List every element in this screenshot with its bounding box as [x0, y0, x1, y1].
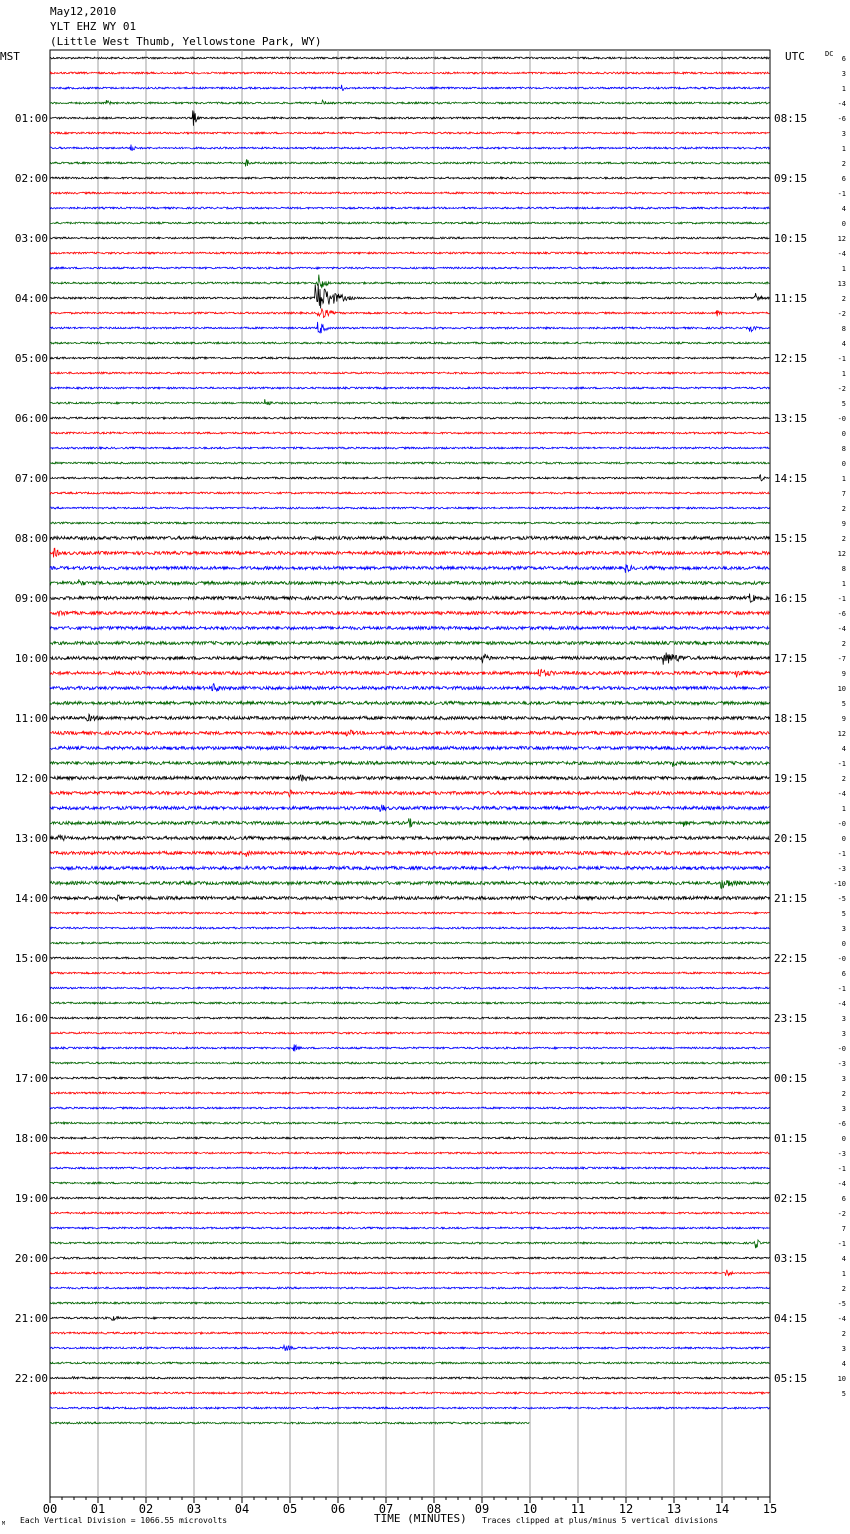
trace-line [50, 387, 769, 389]
trace-line [50, 1137, 769, 1139]
x-tick-label: 10 [522, 1502, 538, 1516]
x-tick-label: 07 [378, 1502, 394, 1516]
trace-line [50, 1257, 769, 1259]
dc-offset-label: 2 [841, 1285, 846, 1293]
dc-offset-label: 4 [841, 205, 846, 213]
left-time-label: 08:00 [14, 532, 48, 545]
dc-offset-label: 5 [841, 700, 846, 708]
dc-offset-label: 6 [841, 55, 846, 63]
dc-offset-label: -4 [837, 250, 846, 258]
dc-offset-label: 2 [841, 295, 846, 303]
trace-line [50, 684, 769, 691]
right-time-label: 15:15 [774, 532, 808, 545]
trace-line [50, 1227, 769, 1229]
clip-note: Traces clipped at plus/minus 5 vertical divisions [482, 1516, 719, 1525]
corner-mark: M [2, 1521, 6, 1527]
dc-offset-label: -4 [837, 1180, 846, 1188]
dc-offset-label: 0 [841, 940, 846, 948]
trace-line [50, 1197, 769, 1199]
x-tick-label: 06 [330, 1502, 346, 1516]
dc-offset-label: 3 [841, 70, 846, 78]
trace-line [50, 987, 769, 989]
trace-line [50, 594, 769, 603]
left-time-label: 18:00 [14, 1132, 48, 1145]
trace-line [50, 275, 769, 289]
left-time-label: 10:00 [14, 652, 48, 665]
trace-line [50, 462, 769, 464]
dc-offset-label: 5 [841, 1390, 846, 1398]
trace-line [50, 641, 769, 644]
x-tick-label: 05 [282, 1502, 298, 1516]
trace-line [50, 761, 769, 767]
dc-offset-label: 12 [837, 235, 846, 243]
dc-offset-label: -1 [837, 355, 846, 363]
right-time-label: 23:15 [774, 1012, 808, 1025]
right-time-label: 02:15 [774, 1192, 808, 1205]
trace-line [50, 669, 769, 677]
trace-line [50, 145, 769, 151]
trace-line [50, 432, 769, 434]
station-code: YLT EHZ WY 01 [50, 20, 137, 33]
right-time-label: 04:15 [774, 1312, 808, 1325]
dc-offset-label: 8 [841, 325, 846, 333]
left-time-label: 09:00 [14, 592, 48, 605]
dc-offset-label: 12 [837, 730, 846, 738]
trace-line [50, 447, 769, 449]
dc-offset-label: 7 [841, 490, 846, 498]
left-time-label: 04:00 [14, 292, 48, 305]
dc-offset-label: 6 [841, 970, 846, 978]
trace-line [50, 507, 769, 509]
dc-offset-label: -4 [837, 100, 846, 108]
dc-offset-label: 1 [841, 145, 846, 153]
trace-line [50, 237, 769, 239]
trace-line [50, 1316, 769, 1320]
trace-line [50, 372, 769, 374]
dc-offset-label: 9 [841, 670, 846, 678]
left-time-label: 02:00 [14, 172, 48, 185]
trace-line [50, 100, 769, 104]
trace-line [50, 1077, 769, 1079]
dc-offset-label: 0 [841, 430, 846, 438]
dc-offset-label: 1 [841, 805, 846, 813]
trace-line [50, 957, 769, 959]
trace-line [50, 1044, 769, 1051]
dc-offset-label: 4 [841, 1255, 846, 1263]
trace-line [50, 1270, 769, 1276]
trace-line [50, 548, 769, 557]
x-tick-label: 04 [234, 1502, 250, 1516]
right-time-label: 13:15 [774, 412, 808, 425]
trace-line [50, 790, 769, 797]
left-time-label: 13:00 [14, 832, 48, 845]
dc-offset-label: -0 [837, 820, 846, 828]
dc-offset-label: -3 [837, 865, 846, 873]
x-tick-label: 02 [138, 1502, 154, 1516]
dc-offset-label: 3 [841, 1015, 846, 1023]
dc-offset-label: 3 [841, 925, 846, 933]
x-tick-label: 00 [42, 1502, 58, 1516]
dc-offset-label: 9 [841, 520, 846, 528]
right-time-label: 00:15 [774, 1072, 808, 1085]
dc-offset-label: 8 [841, 445, 846, 453]
dc-offset-label: 1 [841, 370, 846, 378]
trace-line [50, 1302, 769, 1304]
dc-offset-label: 7 [841, 1225, 846, 1233]
dc-offset-label: -3 [837, 1060, 846, 1068]
dc-offset-label: -0 [837, 955, 846, 963]
dc-offset-label: 2 [841, 1090, 846, 1098]
right-time-label: 21:15 [774, 892, 808, 905]
trace-line [50, 818, 769, 827]
trace-line [50, 132, 769, 134]
trace-line [50, 714, 769, 721]
dc-offset-label: -3 [837, 1150, 846, 1158]
dc-offset-label: 2 [841, 505, 846, 513]
trace-line [50, 417, 769, 419]
trace-line [50, 492, 769, 494]
right-time-label: 05:15 [774, 1372, 808, 1385]
dc-offset-label: -2 [837, 1210, 846, 1218]
trace-line [50, 399, 769, 405]
left-time-label: 22:00 [14, 1372, 48, 1385]
trace-line [50, 653, 769, 665]
trace-line [50, 252, 769, 254]
trace-line [50, 912, 769, 914]
dc-offset-label: 3 [841, 1105, 846, 1113]
right-time-label: 17:15 [774, 652, 808, 665]
left-timezone-label: MST [0, 50, 20, 63]
left-time-label: 21:00 [14, 1312, 48, 1325]
dc-offset-label: 0 [841, 220, 846, 228]
dc-offset-label: 3 [841, 1075, 846, 1083]
left-time-label: 03:00 [14, 232, 48, 245]
dc-offset-label: -4 [837, 790, 846, 798]
left-time-label: 11:00 [14, 712, 48, 725]
trace-line [50, 701, 769, 704]
trace-line [50, 192, 769, 194]
trace-line [50, 1287, 769, 1289]
dc-offset-label: -4 [837, 625, 846, 633]
trace-line [50, 866, 769, 869]
trace-line [50, 1332, 769, 1334]
x-tick-label: 13 [666, 1502, 682, 1516]
dc-offset-label: 4 [841, 340, 846, 348]
left-time-label: 07:00 [14, 472, 48, 485]
dc-offset-label: 2 [841, 1330, 846, 1338]
trace-line [50, 207, 769, 209]
trace-line [50, 805, 769, 812]
trace-line [50, 746, 769, 749]
trace-line [50, 927, 769, 929]
dc-offset-label: 5 [841, 400, 846, 408]
right-time-label: 18:15 [774, 712, 808, 725]
trace-line [50, 342, 769, 344]
left-time-label: 19:00 [14, 1192, 48, 1205]
trace-line [50, 222, 769, 224]
scale-note: Each Vertical Division = 1066.55 microvolts [20, 1516, 228, 1525]
right-time-label: 03:15 [774, 1252, 808, 1265]
dc-offset-label: 3 [841, 1030, 846, 1038]
right-time-label: 19:15 [774, 772, 808, 785]
x-tick-label: 11 [570, 1502, 586, 1516]
trace-line [50, 1362, 769, 1364]
trace-line [50, 1017, 769, 1019]
dc-offset-label: -0 [837, 415, 846, 423]
trace-line [50, 522, 769, 524]
x-tick-label: 08 [426, 1502, 442, 1516]
trace-line [50, 267, 769, 269]
dc-offset-label: -1 [837, 595, 846, 603]
dc-offset-label: 4 [841, 745, 846, 753]
trace-line [50, 579, 769, 585]
dc-offset-label: -1 [837, 760, 846, 768]
station-location: (Little West Thumb, Yellowstone Park, WY) [50, 35, 322, 48]
trace-line [50, 564, 769, 573]
dc-offset-label: -5 [837, 895, 846, 903]
dc-offset-label: -6 [837, 1120, 846, 1128]
right-time-label: 10:15 [774, 232, 808, 245]
dc-offset-label: 1 [841, 85, 846, 93]
dc-offset-label: 1 [841, 475, 846, 483]
dc-offset-label: 0 [841, 835, 846, 843]
trace-line [50, 57, 769, 59]
trace-line [50, 284, 769, 309]
left-time-label: 01:00 [14, 112, 48, 125]
trace-line [50, 972, 769, 974]
dc-offset-label: -7 [837, 655, 846, 663]
trace-line [50, 322, 769, 333]
dc-offset-label: -10 [833, 880, 846, 888]
trace-line [50, 611, 769, 617]
dc-offset-label: 0 [841, 1135, 846, 1143]
trace-line [50, 85, 769, 91]
dc-offset-label: 2 [841, 640, 846, 648]
station-date: May12,2010 [50, 5, 117, 18]
trace-line [50, 1032, 769, 1034]
dc-offset-header: DC [825, 50, 834, 58]
trace-line [50, 1092, 769, 1094]
left-time-label: 14:00 [14, 892, 48, 905]
trace-line [50, 1167, 769, 1169]
dc-offset-label: 5 [841, 910, 846, 918]
right-time-label: 11:15 [774, 292, 808, 305]
trace-line [50, 835, 769, 841]
left-time-label: 05:00 [14, 352, 48, 365]
dc-offset-label: 2 [841, 775, 846, 783]
trace-line [50, 1182, 769, 1184]
trace-line [50, 177, 769, 179]
trace-line [50, 851, 769, 857]
trace-line [50, 536, 769, 539]
dc-offset-label: 10 [837, 1375, 846, 1383]
dc-offset-label: -0 [837, 1045, 846, 1053]
dc-offset-label: -1 [837, 1240, 846, 1248]
trace-line [50, 1392, 769, 1394]
dc-offset-label: 0 [841, 460, 846, 468]
trace-line [50, 1002, 769, 1004]
dc-offset-label: 2 [841, 535, 846, 543]
dc-offset-label: -1 [837, 850, 846, 858]
x-tick-label: 01 [90, 1502, 106, 1516]
trace-line [50, 1122, 769, 1124]
trace-line [50, 72, 769, 74]
trace-line [50, 475, 769, 481]
x-axis-title: TIME (MINUTES) [374, 1512, 467, 1525]
trace-line [50, 1062, 769, 1064]
right-timezone-label: UTC [785, 50, 805, 63]
dc-offset-label: 10 [837, 685, 846, 693]
dc-offset-label: 1 [841, 580, 846, 588]
dc-offset-label: 2 [841, 160, 846, 168]
trace-line [50, 357, 769, 359]
right-time-label: 08:15 [774, 112, 808, 125]
left-time-label: 20:00 [14, 1252, 48, 1265]
dc-offset-label: -1 [837, 1165, 846, 1173]
dc-offset-label: -1 [837, 985, 846, 993]
right-time-label: 20:15 [774, 832, 808, 845]
dc-offset-label: 8 [841, 565, 846, 573]
dc-offset-label: 13 [837, 280, 846, 288]
x-tick-label: 15 [762, 1502, 778, 1516]
dc-offset-label: 1 [841, 1270, 846, 1278]
x-tick-label: 12 [618, 1502, 634, 1516]
x-tick-label: 14 [714, 1502, 730, 1516]
trace-line [50, 1212, 769, 1214]
trace-line [50, 775, 769, 781]
trace-line [50, 626, 769, 629]
dc-offset-label: 6 [841, 175, 846, 183]
trace-line [50, 1407, 769, 1409]
dc-offset-label: -5 [837, 1300, 846, 1308]
dc-offset-label: 9 [841, 715, 846, 723]
dc-offset-label: -2 [837, 385, 846, 393]
dc-offset-label: 1 [841, 265, 846, 273]
left-time-label: 06:00 [14, 412, 48, 425]
x-tick-label: 09 [474, 1502, 490, 1516]
dc-offset-label: -6 [837, 115, 846, 123]
trace-line [50, 110, 769, 125]
right-time-label: 16:15 [774, 592, 808, 605]
trace-line [50, 942, 769, 944]
left-time-label: 15:00 [14, 952, 48, 965]
trace-line [50, 895, 769, 901]
trace-line [50, 730, 769, 736]
right-time-label: 14:15 [774, 472, 808, 485]
dc-offset-label: 3 [841, 130, 846, 138]
dc-offset-label: -4 [837, 1315, 846, 1323]
right-time-label: 01:15 [774, 1132, 808, 1145]
trace-line [50, 1152, 769, 1154]
right-time-label: 22:15 [774, 952, 808, 965]
dc-offset-label: -2 [837, 310, 846, 318]
right-time-label: 12:15 [774, 352, 808, 365]
trace-line [50, 1377, 769, 1379]
left-time-label: 16:00 [14, 1012, 48, 1025]
dc-offset-label: 3 [841, 1345, 846, 1353]
trace-line [50, 1107, 769, 1109]
x-tick-label: 03 [186, 1502, 202, 1516]
trace-line [50, 308, 769, 318]
dc-offset-label: 12 [837, 550, 846, 558]
dc-offset-label: -1 [837, 190, 846, 198]
left-time-label: 17:00 [14, 1072, 48, 1085]
trace-line [50, 1240, 769, 1248]
trace-line [50, 159, 769, 166]
dc-offset-label: -6 [837, 610, 846, 618]
left-time-label: 12:00 [14, 772, 48, 785]
dc-offset-label: 4 [841, 1360, 846, 1368]
dc-offset-label: 6 [841, 1195, 846, 1203]
dc-offset-label: -4 [837, 1000, 846, 1008]
trace-line [50, 1345, 769, 1351]
right-time-label: 09:15 [774, 172, 808, 185]
trace-line [50, 880, 769, 888]
